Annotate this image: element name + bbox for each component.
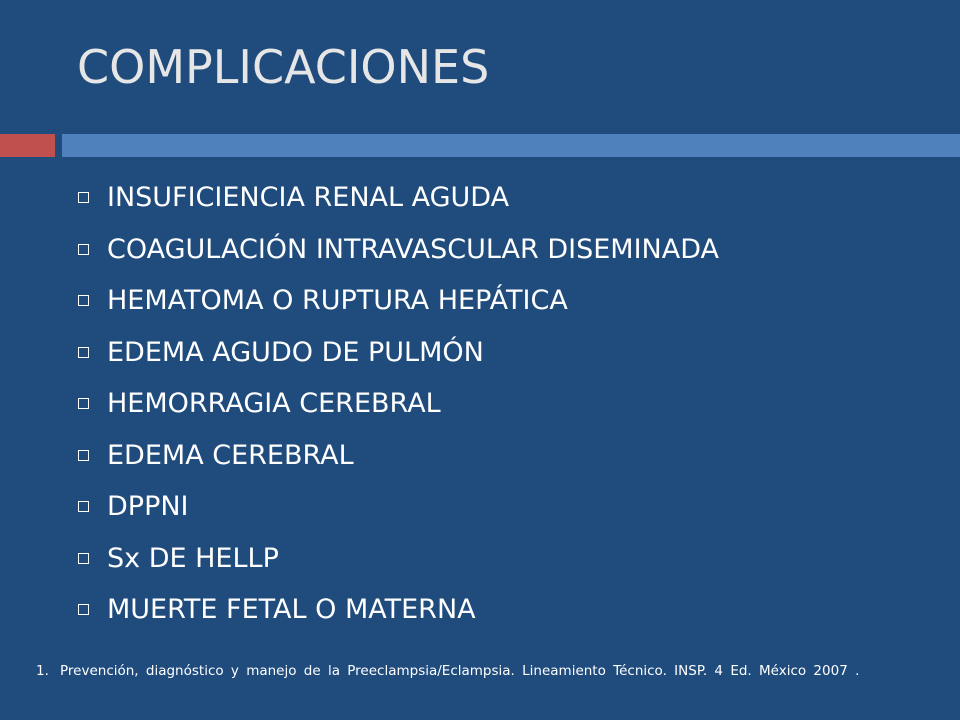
- bullet-item: [78, 584, 719, 636]
- bullet-text: EDEMA CEREBRAL: [107, 439, 354, 471]
- bullet-text: INSUFICIENCIA RENAL AGUDA: [107, 182, 510, 214]
- hollow-square-icon: [78, 450, 89, 461]
- bullet-item: [78, 275, 719, 327]
- bullet-text: EDEMA AGUDO DE PULMÓN: [107, 336, 484, 368]
- hollow-square-icon: [78, 295, 89, 306]
- bullet-item: [78, 327, 719, 379]
- bullet-item: [78, 378, 719, 430]
- hollow-square-icon: [78, 398, 89, 409]
- hollow-square-icon: [78, 244, 89, 255]
- bullet-item: [78, 481, 719, 533]
- hollow-square-icon: [78, 501, 89, 512]
- bullet-item: [78, 172, 719, 224]
- bullet-text: MUERTE FETAL O MATERNA: [107, 594, 476, 626]
- footnote: [36, 661, 916, 682]
- slide-title: COMPLICACIONES: [77, 40, 490, 94]
- footnote-number: 1.: [36, 663, 49, 679]
- title-divider-red-segment: [0, 134, 55, 157]
- bullet-item: [78, 224, 719, 276]
- bullet-text: DPPNI: [107, 491, 189, 523]
- hollow-square-icon: [78, 604, 89, 615]
- bullet-list: [78, 172, 719, 636]
- bullet-text: HEMATOMA O RUPTURA HEPÁTICA: [107, 285, 568, 317]
- bullet-text: HEMORRAGIA CEREBRAL: [107, 388, 441, 420]
- footnote-text: Prevención, diagnóstico y manejo de la Preeclampsia/Eclampsia. Lineamiento Técnico. INSP. 4 Ed. México 2007 .: [60, 663, 860, 679]
- bullet-item: [78, 430, 719, 482]
- bullet-text: Sx DE HELLP: [107, 542, 279, 574]
- hollow-square-icon: [78, 347, 89, 358]
- bullet-item: [78, 533, 719, 585]
- hollow-square-icon: [78, 553, 89, 564]
- bullet-text: COAGULACIÓN INTRAVASCULAR DISEMINADA: [107, 233, 719, 265]
- hollow-square-icon: [78, 192, 89, 203]
- title-divider-blue-segment: [62, 134, 960, 157]
